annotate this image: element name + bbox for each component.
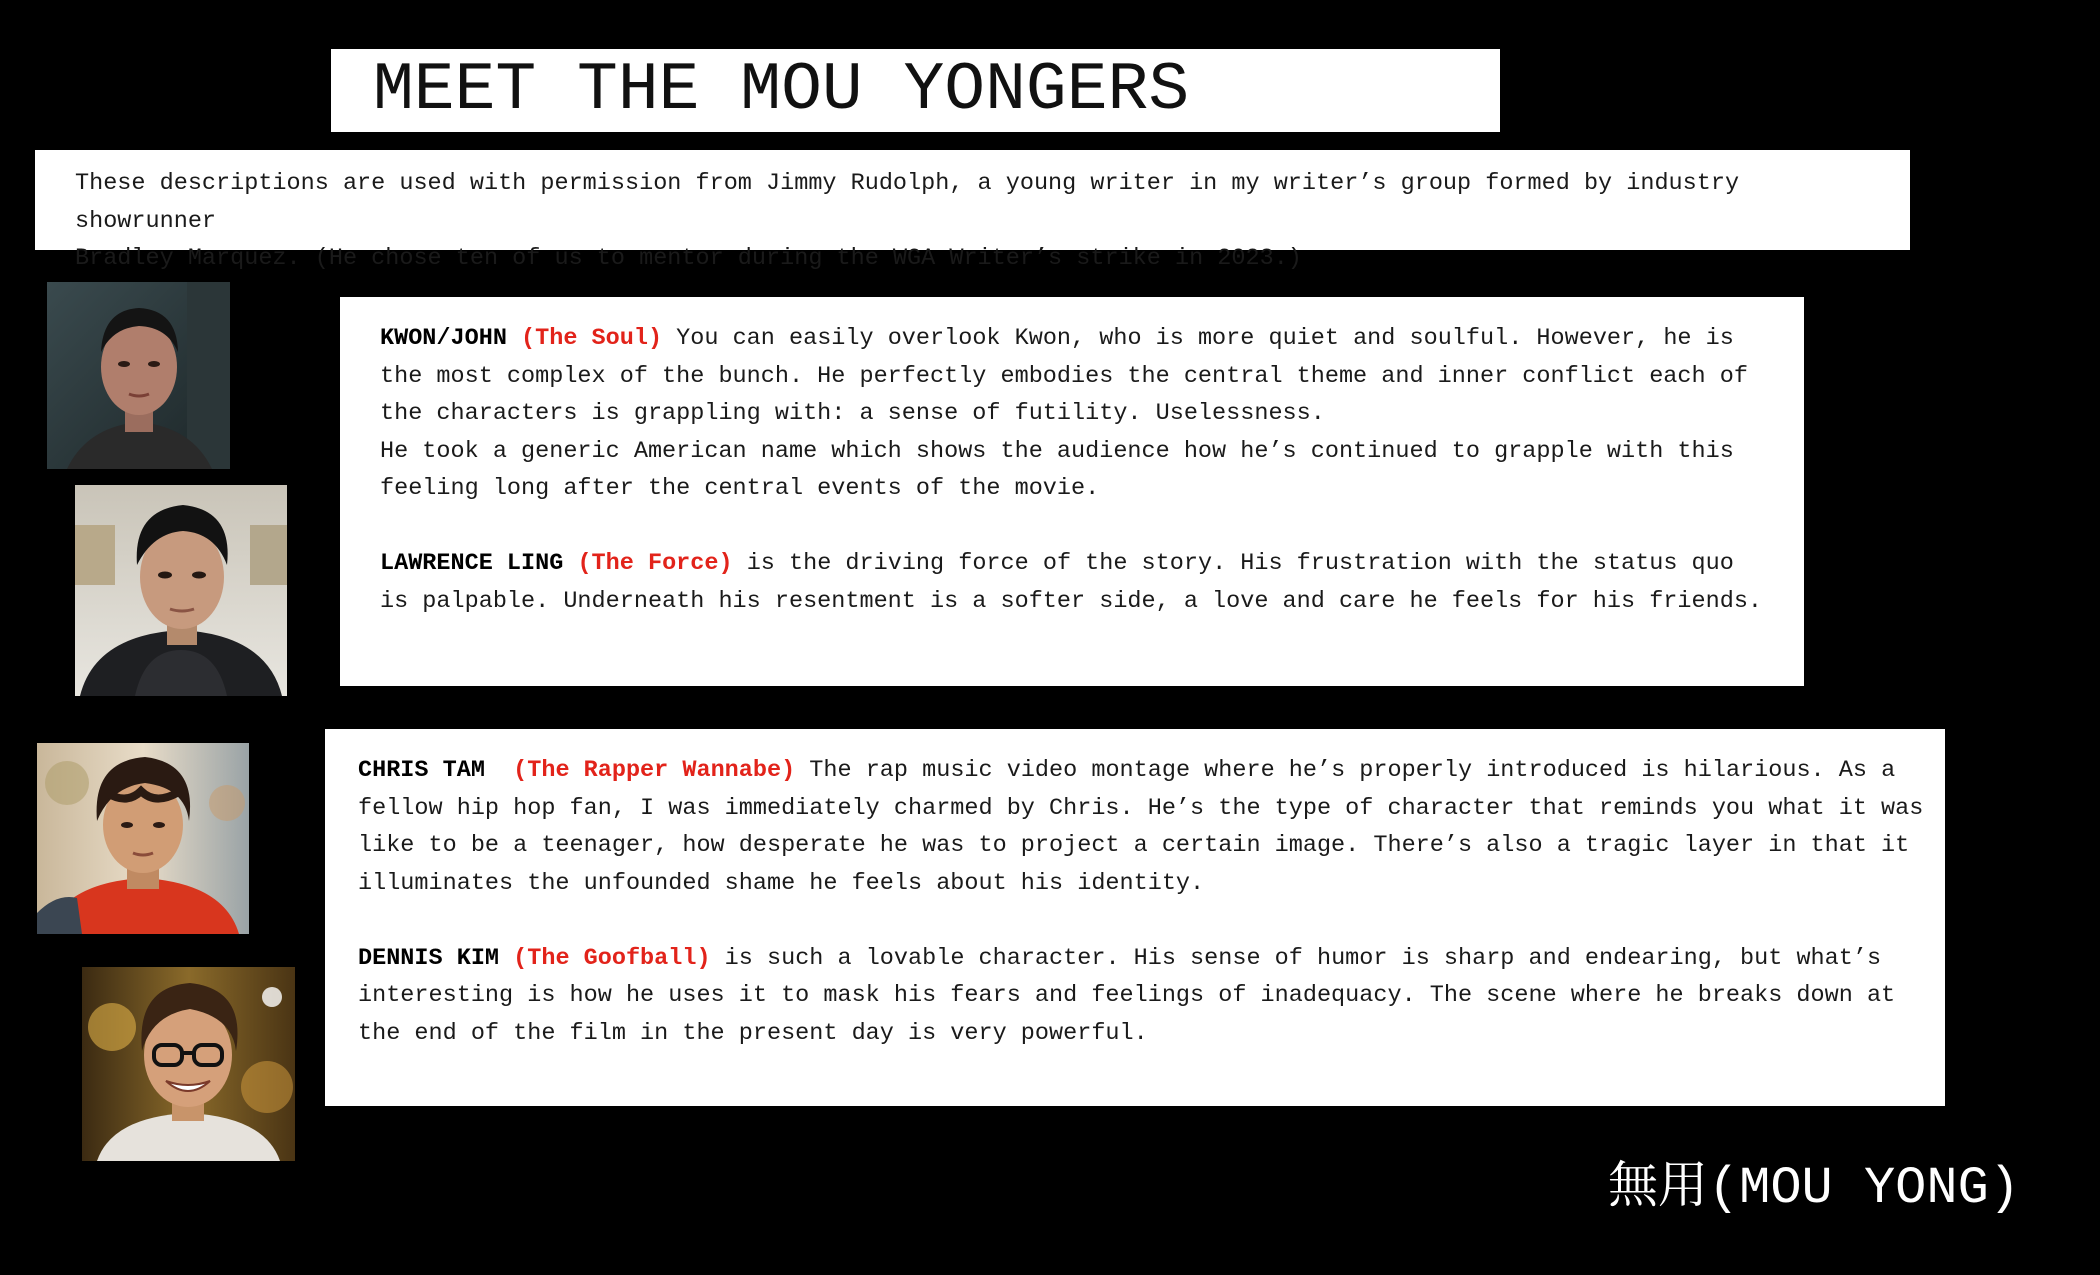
title-banner — [331, 49, 1500, 132]
character-dennis — [358, 940, 1925, 1053]
intro-line-2: Bradley Marquez. (He chose ten of us to mentor during the WGA Writer’s strike in 2023.) — [75, 245, 1302, 272]
character-description: The rap music video montage where he’s properly introduced is hilarious. As a fellow hip hop fan, I was immediately charmed by Chris. He’s the type of character that reminds you what it was like to be a teenager, how desperate he was to project a certain image. There’s also a tragic layer in that it illuminates the unfounded shame he feels about his identity. — [358, 757, 1924, 897]
character-description: is the driving force of the story. His frustration with the status quo is palpable. Underneath his resentment is a softer side, a love and care he feels for his friends. — [380, 550, 1763, 615]
portrait-dennis — [82, 967, 295, 1161]
character-role: (The Goofball) — [513, 944, 711, 972]
character-role: (The Rapper Wannabe) — [513, 757, 796, 784]
footer-tagline — [1608, 1150, 2020, 1224]
character-role: (The Soul) — [521, 325, 663, 352]
character-name: KWON/JOHN — [380, 325, 507, 352]
character-card-chris-dennis — [325, 729, 1945, 1106]
character-kwon — [380, 320, 1774, 508]
footer-latin-title: (MOU YONG) — [1707, 1159, 2020, 1218]
intro-panel — [35, 150, 1910, 272]
character-name: CHRIS TAM — [358, 757, 485, 784]
character-description: is such a lovable character. His sense of humor is sharp and endearing, but what’s interesting is how he uses it to mask his fears and feelings of inadequacy. The scene where he breaks down at the end of the film in the present day is very powerful. — [358, 944, 1896, 1047]
intro-line-1: These descriptions are used with permission from Jimmy Rudolph, a young writer in my writer’s group formed by industry showrunner — [75, 170, 1740, 235]
portrait-lawrence — [75, 485, 287, 696]
character-description-continued: He took a generic American name which shows the audience how he’s continued to grapple with this feeling long after the central events of the movie. — [380, 437, 1734, 502]
character-chris — [358, 752, 1925, 902]
character-name: LAWRENCE LING — [380, 550, 564, 577]
character-name: DENNIS KIM — [358, 944, 500, 972]
character-role: (The Force) — [577, 550, 733, 577]
intro-text — [75, 165, 1890, 278]
portrait-chris — [37, 743, 249, 934]
character-description: You can easily overlook Kwon, who is more quiet and soulful. However, he is the most complex of the bunch. He perfectly embodies the central theme and inner conflict each of the characters is grappling with: a sense of futility. Uselessness. — [380, 325, 1748, 427]
portrait-kwon — [47, 282, 230, 469]
character-lawrence — [380, 545, 1774, 620]
footer-cjk-title: 無用 — [1607, 1156, 1708, 1214]
page-title: MEET THE MOU YONGERS — [373, 52, 1190, 129]
character-card-kwon-lawrence — [340, 297, 1804, 686]
